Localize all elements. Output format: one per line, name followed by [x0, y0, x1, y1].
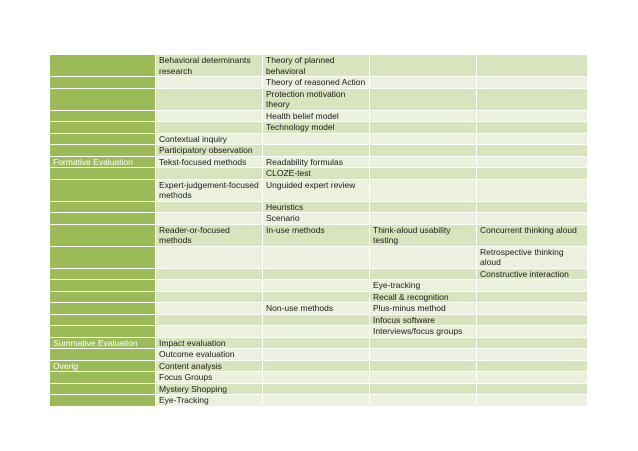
- table-cell: [370, 383, 477, 395]
- table-cell: Think-aloud usability testing: [370, 224, 477, 246]
- table-cell: [477, 88, 588, 110]
- table-cell: [370, 110, 477, 122]
- table-cell: [370, 88, 477, 110]
- table-row: [50, 179, 588, 201]
- table-row: [50, 326, 588, 338]
- table-cell: Readability formulas: [263, 156, 370, 168]
- table-cell: Non-use methods: [263, 303, 370, 315]
- table-cell: [477, 280, 588, 292]
- table-cell: [156, 303, 263, 315]
- table-cell: [263, 133, 370, 145]
- table-cell: Eye-Tracking: [156, 395, 263, 407]
- table-row: [50, 156, 588, 168]
- table-row: [50, 246, 588, 268]
- table-cell: [477, 201, 588, 213]
- row-header-cell: [50, 383, 156, 395]
- table-cell: [370, 246, 477, 268]
- row-header-cell: [50, 349, 156, 361]
- table-cell: Outcome evaluation: [156, 349, 263, 361]
- row-header-cell: [50, 314, 156, 326]
- table-cell: Mystery Shopping: [156, 383, 263, 395]
- table-cell: Constructive interaction: [477, 268, 588, 280]
- table-row: [50, 268, 588, 280]
- evaluation-methods-table: [49, 54, 588, 407]
- table-cell: [263, 349, 370, 361]
- table-row: [50, 383, 588, 395]
- table-row: [50, 77, 588, 89]
- table-cell: Technology model: [263, 122, 370, 134]
- table-row: [50, 168, 588, 180]
- table-cell: [477, 395, 588, 407]
- row-header-cell: [50, 168, 156, 180]
- row-header-cell: [50, 268, 156, 280]
- table-row: [50, 122, 588, 134]
- table-cell: [156, 77, 263, 89]
- table-cell: [477, 110, 588, 122]
- row-header-cell: [50, 224, 156, 246]
- table-cell: [156, 246, 263, 268]
- table-cell: [370, 145, 477, 157]
- table-cell: [370, 122, 477, 134]
- row-header-cell: [50, 110, 156, 122]
- table-cell: [156, 88, 263, 110]
- table-cell: [263, 246, 370, 268]
- table-cell: Retrospective thinking aloud: [477, 246, 588, 268]
- table-cell: [370, 372, 477, 384]
- table-cell: [477, 122, 588, 134]
- row-header-cell: Formative Evaluation: [50, 156, 156, 168]
- table-row: [50, 201, 588, 213]
- table-cell: [477, 314, 588, 326]
- table-cell: Behavioral determinants research: [156, 55, 263, 77]
- table-cell: Plus-minus method: [370, 303, 477, 315]
- table-cell: Recall & recognition: [370, 291, 477, 303]
- table-cell: [263, 360, 370, 372]
- table-row: [50, 145, 588, 157]
- table-cell: Theory of planned behavioral: [263, 55, 370, 77]
- table-cell: Tekst-focused methods: [156, 156, 263, 168]
- table-cell: [477, 145, 588, 157]
- table-row: [50, 291, 588, 303]
- table-cell: Participatory observation: [156, 145, 263, 157]
- table-cell: [477, 383, 588, 395]
- table-cell: [477, 55, 588, 77]
- table-row: [50, 372, 588, 384]
- table-cell: [370, 133, 477, 145]
- table-cell: [477, 133, 588, 145]
- row-header-cell: Overig: [50, 360, 156, 372]
- row-header-cell: [50, 145, 156, 157]
- table-cell: [370, 201, 477, 213]
- table-row: [50, 280, 588, 292]
- row-header-cell: [50, 55, 156, 77]
- table-cell: [263, 372, 370, 384]
- table-row: [50, 224, 588, 246]
- table-row: [50, 349, 588, 361]
- table-cell: [477, 349, 588, 361]
- row-header-cell: [50, 88, 156, 110]
- table-cell: [156, 122, 263, 134]
- table-cell: [370, 268, 477, 280]
- table-row: [50, 360, 588, 372]
- row-header-cell: [50, 303, 156, 315]
- table-cell: [156, 280, 263, 292]
- table-cell: Scenario: [263, 213, 370, 225]
- table-cell: CLOZE-test: [263, 168, 370, 180]
- row-header-cell: [50, 395, 156, 407]
- table-cell: Theory of reasoned Action: [263, 77, 370, 89]
- table-cell: Expert-judgement-focused methods: [156, 179, 263, 201]
- table-cell: [370, 360, 477, 372]
- table-cell: Reader-or-focused methods: [156, 224, 263, 246]
- table-cell: Health belief model: [263, 110, 370, 122]
- table-cell: [370, 179, 477, 201]
- table-cell: [156, 268, 263, 280]
- table-cell: [156, 314, 263, 326]
- table-row: [50, 395, 588, 407]
- table-cell: [477, 337, 588, 349]
- row-header-cell: [50, 77, 156, 89]
- table-cell: [156, 291, 263, 303]
- row-header-cell: [50, 291, 156, 303]
- row-header-cell: [50, 133, 156, 145]
- table-cell: [263, 291, 370, 303]
- table-cell: [156, 110, 263, 122]
- table-cell: [370, 168, 477, 180]
- table-cell: [370, 213, 477, 225]
- table-cell: Eye-tracking: [370, 280, 477, 292]
- table-cell: Content analysis: [156, 360, 263, 372]
- table-cell: [156, 201, 263, 213]
- table-cell: Interviews/focus groups: [370, 326, 477, 338]
- table-cell: [370, 395, 477, 407]
- table-cell: [370, 55, 477, 77]
- row-header-cell: [50, 280, 156, 292]
- table-cell: [263, 337, 370, 349]
- table-cell: Focus Groups: [156, 372, 263, 384]
- table-cell: Heuristics: [263, 201, 370, 213]
- table-cell: [263, 383, 370, 395]
- table-cell: [263, 395, 370, 407]
- table-cell: [477, 372, 588, 384]
- row-header-cell: [50, 372, 156, 384]
- table-cell: [477, 179, 588, 201]
- row-header-cell: [50, 246, 156, 268]
- table-cell: [156, 326, 263, 338]
- table-cell: [263, 145, 370, 157]
- table-row: [50, 88, 588, 110]
- table-cell: [477, 360, 588, 372]
- row-header-cell: [50, 213, 156, 225]
- table-cell: [370, 349, 477, 361]
- table-cell: Contextual inquiry: [156, 133, 263, 145]
- table-cell: [477, 77, 588, 89]
- table-cell: [263, 314, 370, 326]
- table-cell: [477, 156, 588, 168]
- table-cell: [156, 168, 263, 180]
- table-row: [50, 314, 588, 326]
- table-cell: [263, 280, 370, 292]
- table-row: [50, 337, 588, 349]
- table-row: [50, 133, 588, 145]
- table-row: [50, 303, 588, 315]
- row-header-cell: [50, 326, 156, 338]
- table-row: [50, 213, 588, 225]
- table-cell: [477, 303, 588, 315]
- row-header-cell: [50, 122, 156, 134]
- table-cell: [156, 213, 263, 225]
- table-cell: Infocus software: [370, 314, 477, 326]
- table-cell: Unguided expert review: [263, 179, 370, 201]
- table-row: [50, 110, 588, 122]
- table-cell: [477, 326, 588, 338]
- table-cell: [263, 268, 370, 280]
- table-cell: [477, 168, 588, 180]
- table-cell: [477, 213, 588, 225]
- row-header-cell: Summative Evaluation: [50, 337, 156, 349]
- table-row: [50, 55, 588, 77]
- table-cell: [477, 291, 588, 303]
- table-cell: In-use methods: [263, 224, 370, 246]
- table-cell: Concurrent thinking aloud: [477, 224, 588, 246]
- table-cell: [370, 156, 477, 168]
- table-cell: Protection motivation theory: [263, 88, 370, 110]
- row-header-cell: [50, 179, 156, 201]
- row-header-cell: [50, 201, 156, 213]
- table-cell: [263, 326, 370, 338]
- table-cell: [370, 337, 477, 349]
- table-cell: [370, 77, 477, 89]
- table-cell: Impact evaluation: [156, 337, 263, 349]
